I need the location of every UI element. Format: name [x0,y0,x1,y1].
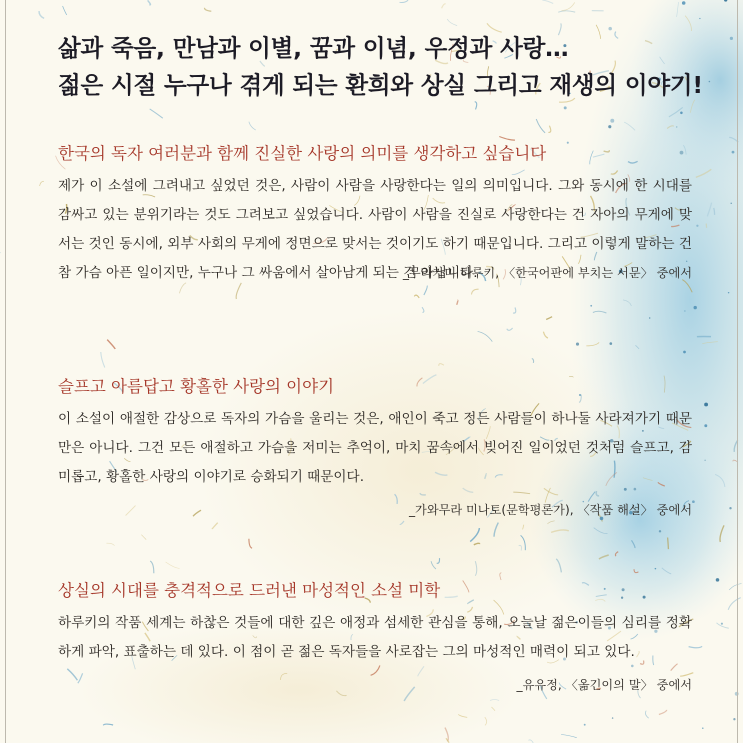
ink-speck [676,126,677,127]
paper-fiber [0,252,1,254]
paper-fiber [150,109,163,118]
ink-speck [709,81,711,83]
paper-fiber [442,4,446,8]
section-heading: 상실의 시대를 충격적으로 드러낸 마성적인 소설 미학 [58,581,441,600]
ink-speck [584,724,586,726]
paper-fiber [205,8,212,11]
ink-speck [731,203,732,204]
paper-fiber [166,562,180,569]
page-edge-left [5,0,6,743]
section-source: _유유정, 〈옮긴이의 말〉 중에서 [516,678,692,692]
paper-fiber [513,308,516,314]
paper-fiber [546,317,552,320]
section-body: 하루키의 작품 세계는 하찮은 것들에 대한 깊은 애정과 섬세한 관심을 통해, 오늘날 젊은이들의 심리를 정확하게 파악, 표출하는 데 있다. 이 점이 곧 젊은 독자들을 사로잡는 그의 마성적인 매력이 되고 있다. [58,615,692,660]
paper-fiber [414,295,419,298]
paper-fiber [668,538,669,550]
paper-fiber [107,340,115,349]
paper-fiber [101,352,105,368]
ink-speck [564,106,567,109]
headline [58,30,703,104]
ink-speck [716,578,720,582]
paper-fiber [659,710,667,715]
ink-speck [729,507,731,509]
ink-speck [694,306,697,309]
section-source: _무라카미 하루키, 〈한국어판에 부치는 서문〉 중에서 [402,266,692,280]
ink-speck [721,623,723,625]
ink-speck [684,310,685,311]
paper-fiber [542,0,553,3]
paper-fiber [63,6,67,15]
review-author-preface [58,142,692,288]
ink-speck [609,342,612,345]
paper-fiber [447,19,457,26]
ink-speck [704,424,707,427]
ink-speck [702,727,703,728]
ink-speck [733,718,735,720]
paper-fiber [40,181,44,186]
section-source: _가와무라 미나토(문학평론가), 〈작품 해설〉 중에서 [408,503,692,517]
paper-fiber [499,137,515,141]
paper-fiber [543,332,548,338]
headline-line-2: 젊은 시절 누구나 겪게 되는 환희와 상실 그리고 재생의 이야기! [58,71,703,99]
section-body: 제가 이 소설에 그려내고 싶었던 것은, 사람이 사람을 사랑한다는 일의 의미입니다. 그와 동시에 한 시대를 감싸고 있는 분위기라는 것도 그려보고 싶었습니다. 사람이 사람을 진실로 사랑한다는 건 자아의 무게에 맞서는 것인 동시에, 외부 사회의 무게에 정면으로 맞서는 것이기도 하기 때문입니다. 그리고 이렇게 말하는 건 참 가슴 아픈 일이지만, 누구나 그 싸움에서 살아남게 되는 건 아닙니다. [58,178,692,281]
paper-fiber [536,119,545,133]
ink-speck [680,112,683,115]
paper-fiber [457,300,458,305]
section-heading: 슬프고 아름답고 황홀한 사랑의 이야기 [58,377,335,396]
headline-line-1: 삶과 죽음, 만남과 이별, 꿈과 이념, 우정과 사랑… [58,34,569,62]
ink-speck [610,119,614,123]
ink-speck [682,1,686,5]
paper-fiber [400,0,409,2]
paper-fiber [150,561,154,573]
paper-fiber [561,735,577,738]
section-heading: 한국의 독자 여러분과 함께 진실한 사랑의 의미를 생각하고 싶습니다 [58,144,547,163]
ink-speck [612,717,613,718]
section-body: 이 소설이 애절한 감상으로 독자의 가슴을 울리는 것은, 애인이 죽고 정든 사람들이 하나둘 사라져가기 때문만은 아니다. 그건 모든 애절하고 가슴을 저미는 추억이, 마치 꿈속에서 빚어진 일이었던 것처럼 슬프고, 감미롭고, 황홀한 사랑의 이야기로 승화되기 때문이다. [58,411,692,485]
paper-fiber [558,11,575,12]
paper-fiber [645,711,648,719]
ink-speck [649,317,650,318]
ink-speck [683,351,686,354]
ink-speck [692,500,695,503]
paper-fiber [249,122,256,130]
review-critic [58,375,692,525]
paper-fiber [103,724,113,725]
paper-fiber [39,11,44,18]
ink-speck [576,343,579,346]
cover-text [58,30,703,692]
ink-speck [728,292,729,293]
paper-fiber [141,535,146,540]
paper-fiber [148,0,151,4]
paper-fiber [106,543,114,545]
ink-speck [732,151,735,154]
ink-speck [590,305,592,307]
ink-speck [655,568,657,570]
page-edge-right [737,0,738,743]
ink-speck [608,125,611,128]
ink-speck [704,460,705,461]
paper-fiber [472,289,479,294]
review-translator [58,579,692,700]
ink-speck [704,403,708,407]
ink-speck [730,37,733,40]
ink-speck [696,225,698,227]
ink-speck [699,18,700,19]
paper-fiber [548,126,550,133]
paper-fiber [562,2,575,10]
ink-speck [659,530,661,532]
